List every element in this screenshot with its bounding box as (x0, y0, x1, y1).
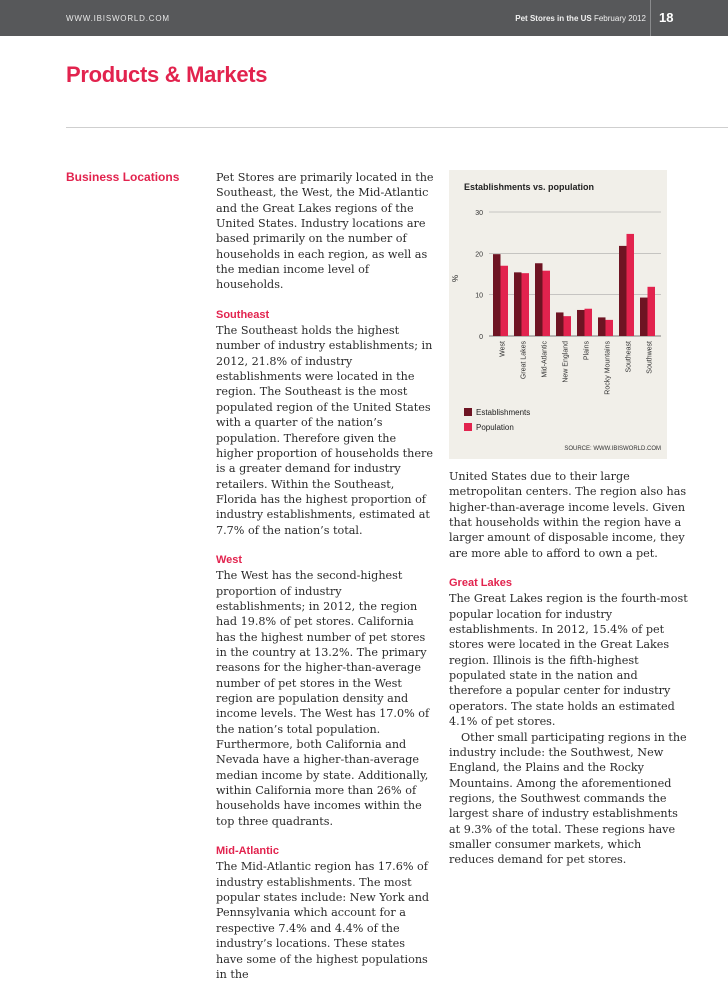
page-number: 18 (659, 10, 674, 25)
x-tick-label: Rocky Mountains (604, 341, 612, 395)
y-tick-label: 10 (475, 292, 483, 300)
x-tick-label: New England (562, 341, 570, 383)
continued-paragraph: United States due to their large metropolitan centers. The region also has higher-than-average income levels. Given that households within the region have a larger amount of disposable income, they are more able to afford to own a pet. (449, 470, 687, 560)
bar-establishments-new-england (556, 312, 564, 336)
bar-population-southwest (648, 287, 656, 336)
greatlakes-paragraph: The Great Lakes region is the fourth-most popular location for industry establishments. In 2012, 15.4% of pet stores were located in the Great Lakes region. Illinois is the fifth-highest populated state in the nation and therefore a popular center for industry operators. The state holds an estimated 4.1% of pet stores. (449, 592, 688, 729)
intro-paragraph: Pet Stores are primarily located in the Southeast, the West, the Mid-Atlantic and the Great Lakes regions of the United States. Industry locations are based primarily on the number of households in each region, as well as the median income level of households. (216, 171, 434, 292)
y-tick-label: 0 (479, 334, 483, 341)
bar-population-new-england (564, 316, 572, 336)
chart-source: SOURCE: WWW.IBISWORLD.COM (564, 446, 661, 452)
greatlakes-heading: Great Lakes (449, 577, 512, 590)
bar-population-southeast (627, 234, 635, 336)
column-1 (216, 170, 434, 982)
bar-establishments-rocky-mountains (598, 317, 606, 336)
bar-establishments-great-lakes (514, 272, 522, 336)
report-title: Pet Stores in the US (515, 14, 592, 23)
legend-swatch-population (464, 423, 472, 431)
west-heading: West (216, 553, 243, 566)
bar-establishments-mid-atlantic (535, 263, 543, 336)
legend-swatch-establishments (464, 408, 472, 416)
bar-establishments-plains (577, 310, 585, 336)
southeast-paragraph: The Southeast holds the highest number of industry establishments; in 2012, 21.8% of industry establishments were located in the region. The Southeast is the most populated region of the United States with a quarter of the nation’s population. Therefore given the higher proportion of households there is a greater demand for industry retailers. Within the Southeast, Florida has the highest proportion of industry establishments, estimated at 7.7% of the nation’s total. (216, 324, 433, 537)
x-tick-label: Mid-Atlantic (541, 341, 549, 378)
southeast-heading: Southeast (216, 308, 270, 321)
chart-title: Establishments vs. population (464, 182, 595, 192)
midatlantic-paragraph: The Mid-Atlantic region has 17.6% of industry establishments. The most popular states include: New York and Pennsylvania which account for a respective 7.4% and 4.4% of the industry’s locations. These states have some of the highest populations in the (216, 860, 430, 981)
header-bar (0, 0, 728, 36)
x-tick-label: West (499, 341, 507, 357)
west-paragraph: The West has the second-highest proportion of industry establishments; in 2012, the region had 19.8% of pet stores. California has the highest number of pet stores in the country at 13.2%. The primary reasons for the higher-than-average number of pet stores in the West region are population density and income levels. The West has 17.0% of the nation’s total population. Furthermore, both California and Nevada have a higher-than-average median income by state. Additionally, within California more than 26% of households have incomes within the top three quadrants. (216, 569, 430, 828)
y-tick-label: 30 (475, 210, 483, 217)
report-date: February 2012 (593, 14, 646, 23)
midatlantic-heading: Mid-Atlantic (216, 845, 279, 858)
bar-population-rocky-mountains (606, 320, 614, 336)
side-heading: Business Locations (66, 170, 180, 184)
x-tick-label: Southwest (646, 341, 654, 374)
y-tick-label: 20 (475, 251, 483, 259)
column-2 (449, 469, 689, 868)
x-tick-label: Southeast (625, 341, 633, 373)
report-info (515, 14, 646, 23)
chart-panel (449, 170, 667, 459)
bar-establishments-southwest (640, 298, 648, 336)
establishments-chart (449, 170, 667, 459)
other-regions-paragraph: Other small participating regions in the industry include: the Southwest, New England, the Plains and the Rocky Mountains. Among the aforementioned regions, the Southwest commands the largest share of industry establishments at 9.3% of the total. These regions have smaller consumer markets, which reduces demand for pet stores. (449, 730, 687, 867)
bar-population-west (501, 266, 509, 336)
y-axis-label: % (451, 274, 460, 282)
section-title: Products & Markets (66, 62, 268, 87)
bar-population-plains (585, 309, 593, 336)
bar-establishments-west (493, 254, 501, 336)
x-tick-label: Plains (583, 341, 591, 361)
bar-population-mid-atlantic (543, 271, 551, 336)
legend-label-establishments: Establishments (476, 408, 531, 417)
x-tick-label: Great Lakes (520, 341, 528, 380)
section-divider (66, 127, 728, 128)
bar-establishments-southeast (619, 246, 627, 336)
bar-population-great-lakes (522, 273, 530, 336)
header-divider (650, 0, 651, 36)
site-url[interactable]: WWW.IBISWORLD.COM (66, 14, 170, 23)
legend-label-population: Population (476, 423, 514, 432)
